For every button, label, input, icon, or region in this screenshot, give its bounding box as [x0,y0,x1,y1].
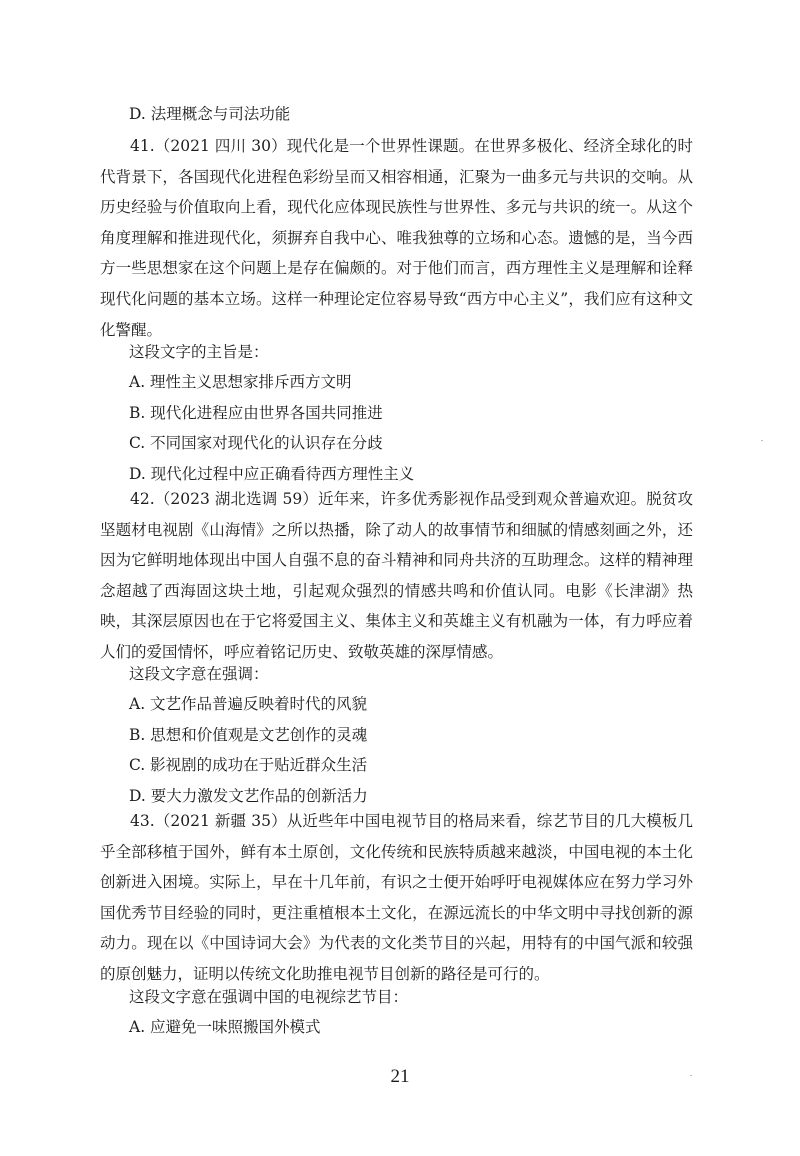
page-number: 21 [390,1066,410,1087]
question-41-option-b: B. 现代化进程应由世界各国共同推进 [129,404,383,422]
question-42-prompt: 这段文字意在强调： [129,665,269,683]
question-43-option-a: A. 应避免一味照搬国外模式 [129,1018,321,1036]
scan-speck [690,1075,692,1076]
question-42-option-d: D. 要大力激发文艺作品的创新活力 [129,787,368,805]
question-41-option-a: A. 理性主义思想家排斥西方文明 [129,373,352,391]
question-43-prompt: 这段文字意在强调中国的电视综艺节目： [129,988,409,1006]
question-41-prompt: 这段文字的主旨是： [129,343,269,361]
question-43-passage: 43.（2021 新疆 35）从近些年中国电视节目的格局来看，综艺节目的几大模板几乎全部移植于国外，鲜有本土原创，文化传统和民族特质越来越淡，中国电视的本土化创新进入困境。实际上，早在十几年前，有识之士便开始呼吁电视媒体应在努力学习外国优秀节目经验的同时，更注重植根本土文化，在源远流长的中华文明中寻找创新的源动力。现在以《中国诗词大会》为代表的文化类节目的兴起，用特有的中国气派和较强的原创魅力，证明以传统文化助推电视节目创新的路径是可行的。 [100,812,693,983]
question-42-option-a: A. 文艺作品普遍反映着时代的风貌 [129,695,368,713]
prev-option-d: D. 法理概念与司法功能 [129,105,291,123]
question-42-option-b: B. 思想和价值观是文艺创作的灵魂 [129,726,368,744]
question-41-passage: 41.（2021 四川 30）现代化是一个世界性课题。在世界多极化、经济全球化的时代背景下，各国现代化进程色彩纷呈而又相容相通，汇聚为一曲多元与共识的交响。从历史经验与价值取向上看，现代化应体现民族性与世界性、多元与共识的统一。从这个角度理解和推进现代化，须摒弃自我中心、唯我独尊的立场和心态。遗憾的是，当今西方一些思想家在这个问题上是存在偏颇的。对于他们而言，西方理性主义是理解和诠释现代化问题的基本立场。这样一种理论定位容易导致“西方中心主义”，我们应有这种文化警醒。 [100,137,693,339]
question-41-option-d: D. 现代化过程中应正确看待西方理性主义 [129,465,415,483]
scan-speck [761,440,763,441]
question-41-option-c: C. 不同国家对现代化的认识存在分歧 [129,434,383,452]
question-42-passage: 42.（2023 湖北选调 59）近年来，许多优秀影视作品受到观众普遍欢迎。脱贫攻坚题材电视剧《山海情》之所以热播，除了动人的故事情节和细腻的情感刻画之外，还因为它鲜明地体现出中国人自强不息的奋斗精神和同舟共济的互助理念。这样的精神理念超越了西海固这块土地，引起观众强烈的情感共鸣和价值认同。电影《长津湖》热映，其深层原因也在于它将爱国主义、集体主义和英雄主义有机融为一体，有力呼应着人们的爱国情怀，呼应着铭记历史、致敬英雄的深厚情感。 [100,490,693,661]
question-42-option-c: C. 影视剧的成功在于贴近群众生活 [129,756,368,774]
